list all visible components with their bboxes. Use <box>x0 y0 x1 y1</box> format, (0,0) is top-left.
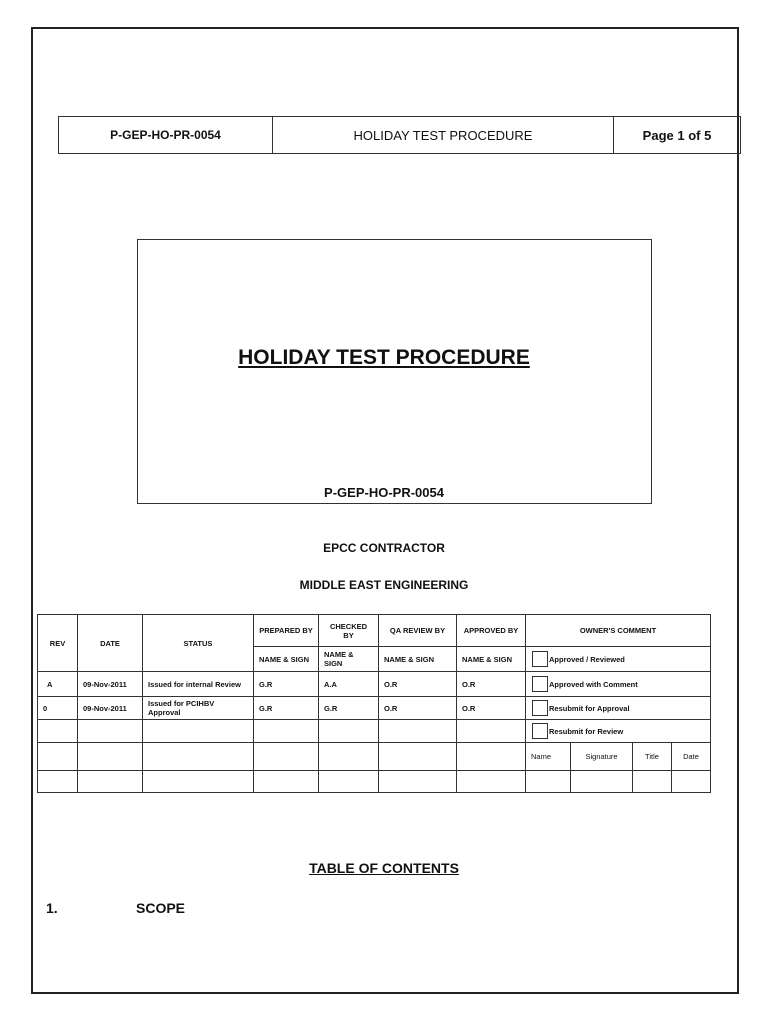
header-title: HOLIDAY TEST PROCEDURE <box>272 116 614 154</box>
empty-cell <box>525 770 571 793</box>
prepared-header: PREPARED BY <box>253 614 319 647</box>
owner-name-header: Name <box>525 742 571 771</box>
owner-date-header: Date <box>671 742 711 771</box>
option-label: Approved / Reviewed <box>549 654 625 664</box>
header-page-number: Page 1 of 5 <box>613 116 741 154</box>
empty-cell <box>318 719 379 743</box>
option-label: Resubmit for Review <box>549 726 624 736</box>
row-0-prepared: G.R <box>253 696 319 720</box>
toc-title: TABLE OF CONTENTS <box>309 860 459 876</box>
checked-header: CHECKED BY <box>318 614 379 647</box>
empty-cell <box>253 770 319 793</box>
empty-cell <box>456 742 526 771</box>
empty-cell <box>318 742 379 771</box>
empty-cell <box>37 719 78 743</box>
row-0-date: 09-Nov-2011 <box>77 696 143 720</box>
contractor-label: EPCC CONTRACTOR <box>323 541 445 555</box>
empty-cell <box>318 770 379 793</box>
option-label: Approved with Comment <box>549 679 638 689</box>
cover-doc-number: P-GEP-HO-PR-0054 <box>324 485 444 500</box>
toc-item-number: 1. <box>46 900 58 916</box>
empty-cell <box>37 742 78 771</box>
qa-header: QA REVIEW BY <box>378 614 457 647</box>
toc-item-scope[interactable]: SCOPE <box>136 900 186 916</box>
row-0-rev: 0 <box>37 696 78 720</box>
empty-cell <box>77 770 143 793</box>
qa-name-sign: NAME & SIGN <box>378 646 457 672</box>
row-a-prepared: G.R <box>253 671 319 697</box>
checked-name-sign: NAME & SIGN <box>318 646 379 672</box>
empty-cell <box>77 742 143 771</box>
owner-option-resubmit-review[interactable] <box>525 719 711 743</box>
owner-signature-header: Signature <box>570 742 633 771</box>
cover-title: HOLIDAY TEST PROCEDURE <box>238 346 530 369</box>
option-label: Resubmit for Approval <box>549 703 630 713</box>
approved-name-sign: NAME & SIGN <box>456 646 526 672</box>
empty-cell <box>570 770 633 793</box>
status-header: STATUS <box>142 614 254 672</box>
checkbox[interactable] <box>532 700 548 716</box>
row-a-approved: O.R <box>456 671 526 697</box>
cover-box <box>137 239 652 504</box>
company-name: MIDDLE EAST ENGINEERING <box>299 578 469 592</box>
row-a-qa: O.R <box>378 671 457 697</box>
empty-cell <box>456 770 526 793</box>
row-a-checked: A.A <box>318 671 379 697</box>
row-0-approved: O.R <box>456 696 526 720</box>
empty-cell <box>632 770 672 793</box>
empty-cell <box>456 719 526 743</box>
owner-title-header: Title <box>632 742 672 771</box>
empty-cell <box>142 719 254 743</box>
empty-cell <box>77 719 143 743</box>
empty-cell <box>378 742 457 771</box>
owner-option-resubmit-approval[interactable] <box>525 696 711 720</box>
row-0-status: Issued for PCIHBV Approval <box>142 696 254 720</box>
checkbox[interactable] <box>532 723 548 739</box>
rev-header: REV <box>37 614 78 672</box>
empty-cell <box>142 742 254 771</box>
owner-option-approved-with-comment[interactable] <box>525 671 711 697</box>
prepared-name-sign: NAME & SIGN <box>253 646 319 672</box>
owner-comment-header: OWNER'S COMMENT <box>525 614 711 647</box>
checkbox[interactable] <box>532 651 548 667</box>
empty-cell <box>378 719 457 743</box>
approved-header: APPROVED BY <box>456 614 526 647</box>
row-a-rev: A <box>37 671 78 697</box>
row-a-date: 09-Nov-2011 <box>77 671 143 697</box>
empty-cell <box>253 719 319 743</box>
page-border <box>31 27 739 994</box>
empty-cell <box>378 770 457 793</box>
empty-cell <box>142 770 254 793</box>
row-0-qa: O.R <box>378 696 457 720</box>
row-0-checked: G.R <box>318 696 379 720</box>
row-a-status: Issued for internal Review <box>142 671 254 697</box>
empty-cell <box>253 742 319 771</box>
checkbox[interactable] <box>532 676 548 692</box>
header-doc-number: P-GEP-HO-PR-0054 <box>58 116 273 154</box>
date-header: DATE <box>77 614 143 672</box>
empty-cell <box>671 770 711 793</box>
owner-option-approved[interactable] <box>525 646 711 672</box>
empty-cell <box>37 770 78 793</box>
